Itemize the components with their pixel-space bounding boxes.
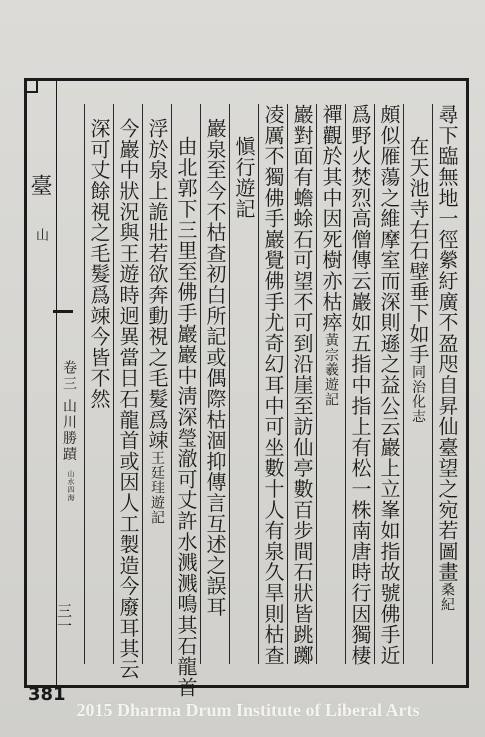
spine-folio-bottom: 三一: [55, 603, 73, 633]
text-column: 浮於泉上詭壯若欲奔動視之毛髮爲竦王廷珪遊記: [142, 104, 170, 664]
text-column: 頗似雁蕩之維摩室而深則遜之益公云巖上立峯如指故號佛手近: [374, 104, 402, 664]
spine-bar: [53, 310, 73, 333]
text-column: 巖對面有蟾蜍石可望不可到沿崖至訪仙亭數百步間石狀皆跳躑: [287, 104, 315, 664]
text-column: 今巖中狀況與王遊時迥異當日石龍首或因人工製造今廢耳其云: [113, 104, 141, 664]
page-spine: [24, 78, 77, 688]
spine-folio-mid: 山: [33, 228, 48, 241]
text-column: 由北郭下三里至佛手巖巖中淸深瑩澈可丈許水溅溅鳴其石龍首: [171, 104, 199, 664]
text-column: 禪觀於其中因死樹亦枯瘁黃宗羲遊記: [316, 104, 344, 664]
text-column: 深可丈餘視之毛髮爲竦今皆不然: [84, 104, 112, 664]
watermark-text: 2015 Dharma Drum Institute of Liberal Arts: [76, 700, 420, 720]
spine-folio-top: 臺: [27, 174, 52, 196]
spine-title: 卷三 山川勝蹟: [61, 360, 77, 463]
text-column: 巖泉至今不枯查初白所記或偶際枯涸抑傳言互述之誤耳: [200, 104, 228, 664]
text-column: 愼行遊記: [229, 104, 257, 664]
text-column: 凌厲不獨佛手巖覺佛手尤奇幻耳中可坐數十人有泉久旱則枯查: [258, 104, 286, 664]
text-column: 爲野火焚烈高僧傳云巖如五指中指上有松一株南唐時行因獨棲: [345, 104, 373, 664]
text-column: 尋下臨無地一徑縈紆廣不盈咫自昇仙臺望之宛若圖畫桑紀: [432, 104, 460, 664]
page-number: 381: [28, 684, 66, 705]
text-column: 在天池寺右石壁垂下如手同治化志: [403, 104, 431, 664]
spine-subtitle: 山水四海: [67, 470, 75, 502]
